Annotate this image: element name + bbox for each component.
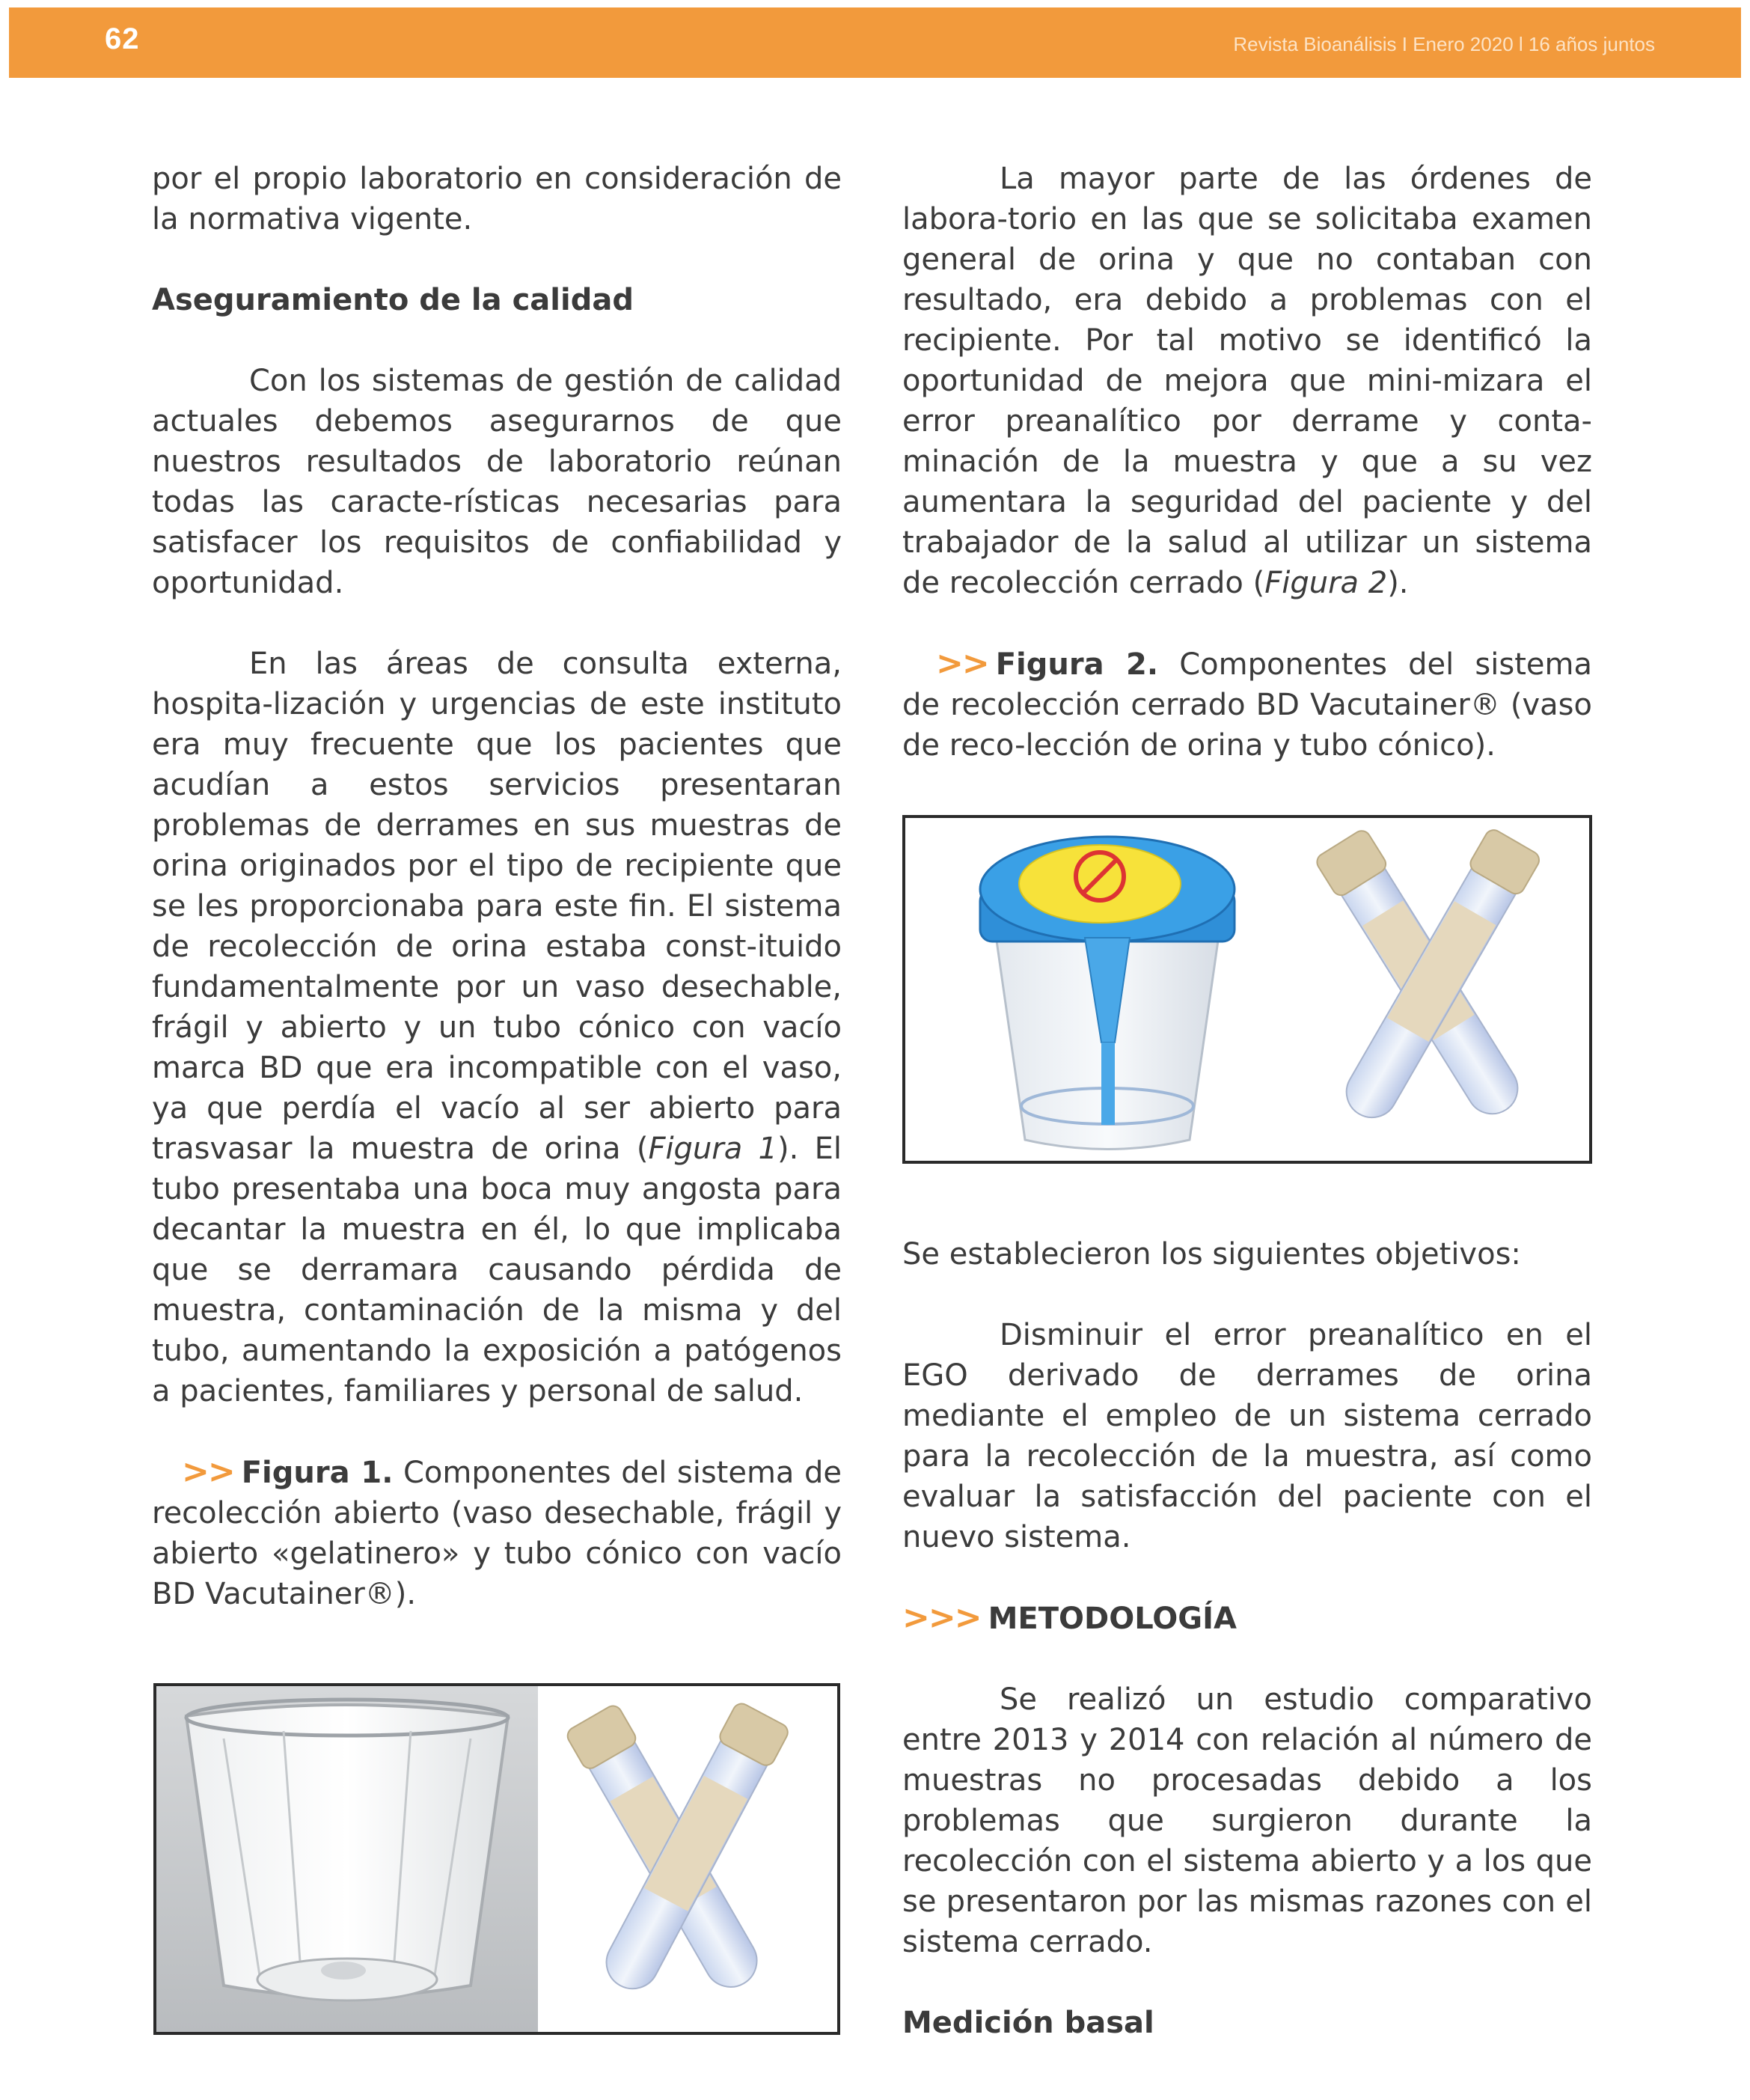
figure-caption: >> Figura 2. Componentes del sistema de recolección cerrado BD Vacutainer® (vaso de reco-lección de orina y tubo cónico). [902,644,1592,763]
paragraph: Se establecieron los siguientes objetivos: [902,1237,1521,1272]
left-column [152,159,842,2035]
arrow-bullet-icon: >>> [902,1599,981,1637]
running-head: Revista Bioanálisis I Enero 2020 l 16 años juntos [1233,33,1655,55]
figure-1-image [153,1683,840,2035]
figure-ref: Figura 1 [648,1132,777,1166]
paragraph: La mayor parte de las órdenes de labora-torio en las que se solicitaba examen general de orina y que no contaban con resultado, era debido a problemas con el recipiente. Por tal motivo se identificó la oportunidad de mejora que mini-mizara el error preanalítico por derrame y conta-minación de la muestra y que a su vez aumentara la seguridad del paciente y del trabajador de la salud al utilizar un sistema de recolección cerrado (Figura 2). [902,162,1592,600]
arrow-bullet-icon: >> [936,644,988,683]
section-heading: Aseguramiento de la calidad [152,283,634,317]
paragraph: Se realizó un estudio comparativo entre 2013 y 2014 con relación al número de muestras no procesadas debido a los problemas que surgieron durante la recolección con el sistema abierto y a los que se presentaron por las mismas razones con el sistema cerrado. [902,1682,1592,1959]
paragraph: Con los sistemas de gestión de calidad actuales debemos asegurarnos de que nuestros resultados de laboratorio reúnan todas las caracte-rísticas necesarias para satisfacer los requisitos de confiabilidad y oportunidad. [152,364,842,600]
page-header [9,7,1741,78]
section-heading: Medición basal [902,2006,1154,2040]
paragraph: Disminuir el error preanalítico en el EGO derivado de derrames de orina mediante el empleo de un sistema cerrado para la recolección de la muestra, así como evaluar la satisfacción del paciente con el nuevo sistema. [902,1318,1592,1554]
figure-caption: >> Figura 1. Componentes del sistema de recolección abierto (vaso desechable, frágil y abierto «gelatinero» y tubo cónico con vacío BD Vacutainer®). [152,1453,842,1611]
arrow-bullet-icon: >> [182,1453,234,1491]
figure-2-image [902,815,1592,1164]
page-number: 62 [105,22,140,55]
paragraph: por el propio laboratorio en consideración de la normativa vigente. [152,162,842,236]
figure-ref: Figura 2 [1264,566,1388,600]
right-column [902,159,1592,2043]
paragraph: En las áreas de consulta externa, hospita-lización y urgencias de este instituto era muy frecuente que los pacientes que acudían a estos servicios presentaran problemas de derrames en sus muestras de orina originados por el tipo de recipiente que se les proporcionaba para este fin. El sistema de recolección de orina estaba const-ituido fundamentalmente por un vaso desechable, frágil y abierto y un tubo cónico con vacío marca BD que era incompatible con el vaso, ya que perdía el vacío al ser abierto para trasvasar la muestra de orina (Figura 1). El tubo presentaba una boca muy angosta para decantar la muestra en él, lo que implicaba que se derramara causando pérdida de muestra, contaminación de la misma y del tubo, aumentando la exposición a patógenos a pacientes, familiares y personal de salud. [152,647,842,1408]
section-heading: >>> METODOLOGÍA [902,1599,1237,1637]
